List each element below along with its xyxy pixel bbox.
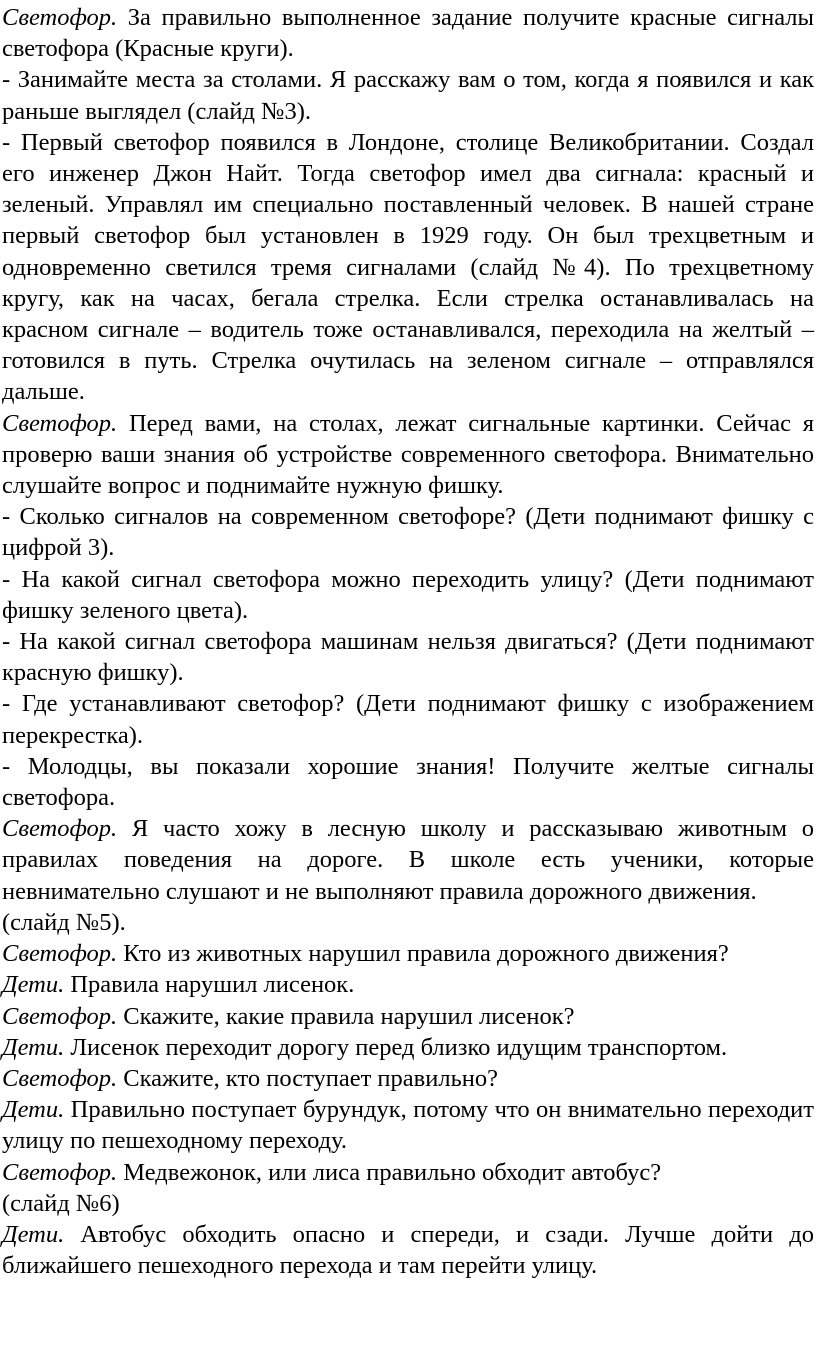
paragraph-text: - Где устанавливают светофор? (Дети поднимают фишку с изображением перекрестка). <box>2 690 814 749</box>
speaker-label: Светофор. <box>2 409 118 437</box>
paragraph <box>2 938 814 969</box>
speaker-label: Дети. <box>2 1096 65 1124</box>
paragraph-text: Скажите, кто поступает правильно? <box>117 1064 498 1092</box>
paragraph-text: Медвежонок, или лиса правильно обходит автобус? <box>117 1158 662 1186</box>
speaker-label: Дети. <box>2 1220 65 1248</box>
paragraph <box>2 751 814 813</box>
paragraph <box>2 501 814 563</box>
paragraph <box>2 408 814 502</box>
paragraph-text: Правильно поступает бурундук, потому что он внимательно переходит улицу по пешеходному переходу. <box>2 1096 814 1155</box>
paragraph-text: - Молодцы, вы показали хорошие знания! Получите желтые сигналы светофора. <box>2 752 814 812</box>
paragraph <box>2 1063 814 1094</box>
paragraph <box>2 2 814 64</box>
paragraph <box>2 969 814 1000</box>
speaker-label: Светофор. <box>2 1064 118 1092</box>
paragraph-text: Кто из животных нарушил правила дорожного движения? <box>117 940 729 968</box>
paragraph-text: (слайд №6) <box>2 1189 120 1217</box>
speaker-label: Светофор. <box>2 4 118 31</box>
paragraph-text: - Сколько сигналов на современном светофоре? (Дети поднимают фишку с цифрой 3). <box>2 503 814 562</box>
paragraph-text: Я часто хожу в лесную школу и рассказываю животным о правилах поведения на дороге. В школе есть ученики, которые невнимательно слушают и не выполняют правила дорожного движения. <box>2 815 814 905</box>
paragraph <box>2 1094 814 1156</box>
paragraph <box>2 1001 814 1032</box>
speaker-label: Светофор. <box>2 1002 118 1030</box>
speaker-label: Светофор. <box>2 940 118 968</box>
paragraph-text: - На какой сигнал светофора можно переходить улицу? (Дети поднимают фишку зеленого цвета). <box>2 565 814 624</box>
paragraph <box>2 1157 814 1188</box>
paragraph <box>2 64 814 126</box>
paragraph-text: - На какой сигнал светофора машинам нельзя двигаться? (Дети поднимают красную фишку). <box>2 628 814 687</box>
paragraph <box>2 1188 814 1219</box>
paragraph-text: За правильно выполненное задание получите красные сигналы светофора (Красные круги). <box>2 4 814 63</box>
paragraph-text: - Занимайте места за столами. Я расскажу вам о том, когда я появился и как раньше выглядел (слайд №3). <box>2 66 814 125</box>
paragraph <box>2 813 814 907</box>
paragraph-text: Скажите, какие правила нарушил лисенок? <box>117 1002 575 1030</box>
paragraph-text: (слайд №5). <box>2 908 126 936</box>
paragraph-text: Перед вами, на столах, лежат сигнальные картинки. Сейчас я проверю ваши знания об устройстве современного светофора. Внимательно слушайте вопрос и поднимайте нужную фишку. <box>2 409 814 500</box>
speaker-label: Дети. <box>2 1033 65 1061</box>
paragraph <box>2 907 814 938</box>
paragraph <box>2 1032 814 1063</box>
paragraph <box>2 688 814 750</box>
paragraph <box>2 1219 814 1281</box>
speaker-label: Светофор. <box>2 815 118 843</box>
speaker-label: Дети. <box>2 971 65 999</box>
paragraph-text: - Первый светофор появился в Лондоне, столице Великобритании. Создал его инженер Джон Найт. Тогда светофор имел два сигнала: красный и зеленый. Управлял им специально поставленный человек. В нашей стране первый светофор был установлен в 1929 году. Он был трехцветным и одновременно светился тремя сигналами (слайд №4). По трехцветному кругу, как на часах, бегала стрелка. Если стрелка останавливалась на красном сигнале – водитель тоже останавливался, переходила на желтый – готовился в путь. Стрелка очутилась на зеленом сигнале – отправлялся дальше. <box>2 128 814 406</box>
paragraph-text: Автобус обходить опасно и спереди, и сзади. Лучше дойти до ближайшего пешеходного перехода и там перейти улицу. <box>2 1220 814 1280</box>
speaker-label: Светофор. <box>2 1158 118 1186</box>
paragraph-text: Лисенок переходит дорогу перед близко идущим транспортом. <box>64 1033 728 1061</box>
paragraph <box>2 127 814 408</box>
paragraph-text: Правила нарушил лисенок. <box>64 971 355 999</box>
paragraph <box>2 626 814 688</box>
paragraph <box>2 564 814 626</box>
